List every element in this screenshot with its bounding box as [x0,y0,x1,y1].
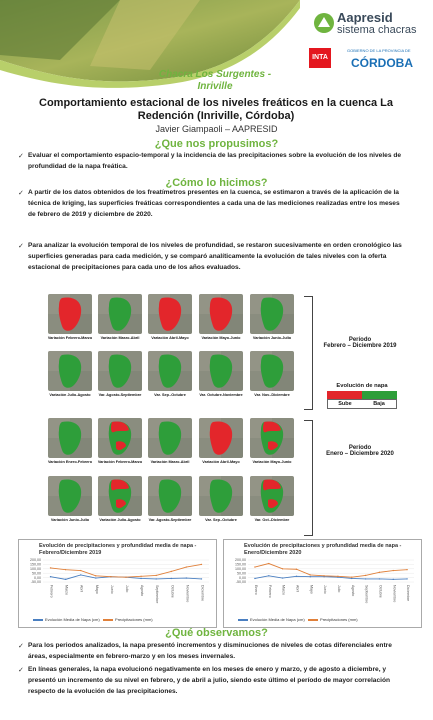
data-point [95,575,96,576]
map-image [250,351,294,391]
y-tick-label: -50,00 [30,580,41,585]
map-image [199,294,243,334]
map-2020-map-label: Variación Mayo-Junio [252,460,292,464]
map-2019-map-label: Var. Agosto-Septiembre [98,393,142,397]
map-2020-map-label: Var. Agosto-Septiembre [148,518,192,522]
map-2020-map-label: Variación Julio-Agosto [99,518,141,522]
map-2019-map-label: Variación Abril-Mayo [151,336,189,340]
legend-line-napa [238,619,248,621]
data-point [406,578,407,579]
legend-napa: Evolución Media de Napa (cm) [45,617,100,622]
x-tick-label: Julio [125,585,129,593]
data-point [65,569,66,570]
legend-precip: Precipitaciones (mm) [320,617,358,622]
data-point [201,578,202,579]
map-2020-map-tile [250,476,294,516]
x-tick-label: Octubre [378,585,383,598]
data-point [155,575,156,576]
data-point [379,572,380,573]
x-tick-label: Septiembre [364,585,369,604]
header [0,0,433,92]
x-tick-label: Agosto [350,585,355,597]
y-tick-label: 200,00 [235,558,246,563]
map-image [250,476,294,516]
how-text-2: Para analizar la evolución temporal de los niveles de profundidad, se restaron sucesivamente en orden cronológico las superficies generadas para cada medición, y se comparó analíticamente la evolución de tales niveles con la oferta estacional de precipitaciones para cada uno de los años evaluados. [28,242,402,271]
x-tick-label: Marzo [281,585,286,595]
data-point [110,576,111,577]
legend-line-napa [33,619,43,621]
map-2020-map-tile [48,418,92,458]
x-tick-label: Junio [323,585,328,594]
data-point [80,570,81,571]
check-icon: ✓ [18,153,24,160]
data-point [95,577,96,578]
map-2020-map-label: Variación Febrero-Marzo [97,460,143,464]
map-2020-map-label: Variación Marzo-Abril [150,460,190,464]
data-point [155,578,156,579]
data-point [125,576,126,577]
check-icon: ✓ [18,667,24,674]
y-tick-label: 0,00 [239,575,246,580]
data-point [351,576,352,577]
check-icon: ✓ [18,643,24,650]
data-point [365,578,366,579]
map-image [98,418,142,458]
x-tick-label: Septiembre [155,585,160,604]
inta-logo: INTA [309,48,331,68]
map-2020-map-tile [199,418,243,458]
chart-2019-plot [19,558,216,614]
y-tick-label: 100,00 [30,567,41,571]
x-tick-label: Junio [109,585,114,594]
data-point [282,577,283,578]
section-title-propose: ¿Que nos propusimos? [154,138,279,150]
data-point [171,578,172,579]
map-2020-map-tile [148,418,192,458]
data-point [393,579,394,580]
map-image [148,351,192,391]
map-2020-map-label: Variación Abril-Mayo [202,460,240,464]
data-point [50,567,51,568]
map-2019-map-tile [199,351,243,391]
y-tick-label: 50,00 [32,571,41,576]
legend-precip: Precipitaciones (mm) [115,617,153,622]
map-2020-map-label: Var. Sep.-Octubre [205,518,237,522]
logos-block [307,8,427,78]
map-image [148,294,192,334]
map-2019-map-tile [48,351,92,391]
x-tick-label: Abril [295,585,300,593]
data-point [379,578,380,579]
data-point [323,575,324,576]
section-title-observe: ¿Qué observamos? [165,627,268,639]
map-2019-map-label: Variación Julio-Agosto [49,393,91,397]
data-point [351,578,352,579]
map-2019-map-label: Variación Marzo-Abril [100,336,140,340]
aapresid-logo-icon [313,12,335,34]
y-tick-label: -50,00 [235,580,246,585]
y-tick-label: 200,00 [30,558,41,563]
data-point [365,575,366,576]
map-2019-map-tile [250,351,294,391]
data-point [337,576,338,577]
y-tick-label: 100,00 [235,567,246,571]
chart-2019 [18,539,217,628]
map-2019-map-label: Variación Junio-Julio [252,336,292,340]
map-2020-map-label: Var. Oct.-Diciembre [254,518,290,522]
x-tick-label: Mayo [309,585,314,594]
map-image [199,476,243,516]
cordoba-logo: CÓRDOBA [351,56,413,70]
map-image [48,476,92,516]
map-2020-map-tile [48,476,92,516]
x-tick-label: Noviembre [392,585,397,603]
chart-2020 [223,539,422,628]
data-point [406,569,407,570]
data-point [296,576,297,577]
map-2020-map-label: Variación Junio-Julio [50,518,90,522]
map-image [48,351,92,391]
how-text-1: A partir de los datos obtenidos de los freatímetros presentes en la cuenca, se estimaron a través de la aplicación de la técnica de kriging, las superficies freáticas correspondientes a cada una de las mediciones realizadas entre los meses de febrero de 2019 y diciembre de 2020. [28,189,400,218]
data-point [80,574,81,575]
legend-swatch-baja [362,391,397,399]
map-image [148,476,192,516]
legend-sube: Sube [338,401,352,407]
data-point [65,579,66,580]
check-icon: ✓ [18,190,24,197]
chart-2020-legend [238,617,358,622]
map-image [98,351,142,391]
data-point [254,566,255,567]
napa-legend [327,383,397,409]
legend-baja: Baja [373,401,385,407]
data-point [201,564,202,565]
brand-name: Aapresid [337,10,393,25]
data-point [50,576,51,577]
y-tick-label: 0,00 [34,575,41,580]
chart-2020-title: Evolución de precipitaciones y profundidad media de napa - Enero/Diciembre 2020 [244,543,402,556]
x-tick-label: Mayo [94,585,99,594]
author: Javier Giampaoli – AAPRESID [155,124,278,134]
map-2020-map-tile [148,476,192,516]
data-point [140,576,141,577]
propose-text: Evaluar el comportamiento espacio-temporal y la incidencia de las precipitaciones sobre la evolución de los niveles de profundidad de la napa freática. [28,152,402,170]
map-2019-map-label: Var. Octubre-Noviembre [199,393,243,397]
map-2019-map-tile [250,294,294,334]
data-point [171,571,172,572]
bracket-2019 [304,296,313,410]
map-image [48,418,92,458]
legend-swatches [327,391,397,399]
period-2020-line2: Enero – Diciembre 2020 [326,451,394,457]
map-2020-map-label: Variación Enero-Febrero [47,460,93,464]
map-2019-map-tile [148,351,192,391]
chart-2019-legend [33,617,153,622]
observe-text-1: Para los periodos analizados, la napa presentó incrementos y disminuciones de niveles de cotas diferenciales entre áreas, especialmente en febrero-marzo y en los meses invernales. [28,642,392,660]
map-image [98,476,142,516]
y-tick-label: 50,00 [237,571,246,576]
data-point [140,578,141,579]
cordoba-small-text: GOBIERNO DE LA PROVINCIA DE [347,48,411,53]
chart-2019-title: Evolución de precipitaciones y profundidad media de napa - Febrero/Diciembre 2019 [39,543,197,556]
legend-swatch-sube [327,391,362,399]
map-2019-map-tile [98,351,142,391]
map-2020-map-tile [250,418,294,458]
bracket-2020 [304,420,313,536]
map-image [148,418,192,458]
chart-2020-plot [224,558,421,614]
brand-subtitle: sistema chacras [337,24,417,36]
observe-text-2: En líneas generales, la napa evolucionó negativamente en los meses de enero y marzo, y de agosto a diciembre, y presentó un incremento de su nivel en febrero, y de abril a julio, siendo este último el período de mayor correlación respecto de la evolución de las precipitaciones. [28,666,391,695]
map-2019-map-tile [199,294,243,334]
period-2019-line1: Período [348,337,372,343]
period-label-2019 [315,337,405,349]
data-point [254,578,255,579]
y-tick-label: 150,00 [235,562,246,567]
legend-line-precip [308,619,318,621]
data-point [310,574,311,575]
series-line-1 [255,564,407,578]
period-label-2020 [315,445,405,457]
x-tick-label: Febrero [267,585,272,598]
data-point [268,575,269,576]
data-point [310,576,311,577]
map-2020-map-tile [98,476,142,516]
series-line-1 [51,564,202,577]
x-tick-label: Julio [336,585,341,593]
x-tick-label: Diciembre [406,585,411,602]
map-2020-map-tile [98,418,142,458]
map-image [250,418,294,458]
map-image [199,351,243,391]
map-image [48,294,92,334]
legend-labels [327,399,397,409]
map-2019-map-label: Var. Sep.-Octubre [154,393,186,397]
map-image [98,294,142,334]
data-point [186,566,187,567]
map-2019-map-label: Var. Nov.-Diciembre [254,393,290,397]
data-point [186,577,187,578]
x-tick-label: Marzo [64,585,69,595]
section-title-how: ¿Cómo lo hicimos? [165,177,268,189]
chacra-name: Chacra Los Surgentes - Inriville [158,69,272,92]
legend-line-precip [103,619,113,621]
map-2019-map-tile [148,294,192,334]
map-image [250,294,294,334]
legend-title: Evolución de napa [336,383,388,389]
map-2019-map-tile [48,294,92,334]
x-tick-label: Febrero [49,585,54,598]
data-point [393,570,394,571]
map-2020-map-tile [199,476,243,516]
x-tick-label: Diciembre [200,585,205,602]
map-image [199,418,243,458]
map-2019-map-tile [98,294,142,334]
x-tick-label: Octubre [170,585,175,598]
data-point [296,569,297,570]
period-2019-line2: Febrero – Diciembre 2019 [323,343,397,349]
data-point [282,568,283,569]
map-2019-map-label: Variación Febrero-Marzo [47,336,93,340]
map-2019-map-label: Variación Mayo-Junio [201,336,241,340]
period-2020-line1: Período [348,445,372,451]
x-tick-label: Agosto [140,585,145,597]
data-point [268,563,269,564]
y-tick-label: 150,00 [30,562,41,567]
x-tick-label: Abril [79,585,84,593]
x-tick-label: Noviembre [185,585,190,603]
check-icon: ✓ [18,243,24,250]
x-tick-label: Enero [253,585,258,595]
poster-title: Comportamiento estacional de los niveles freáticos en la cuenca La Redención (Inriville, Córdoba) [39,97,393,122]
legend-napa: Evolución Media de Napa (cm) [250,617,305,622]
